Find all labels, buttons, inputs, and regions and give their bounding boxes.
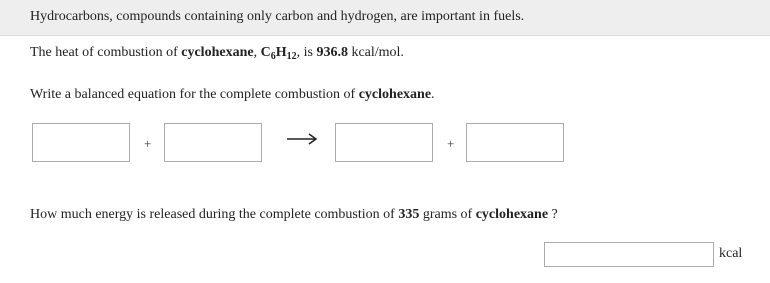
- heat-mid: , is: [296, 45, 317, 60]
- question-mid: grams of: [419, 207, 476, 222]
- product-2-input[interactable]: [466, 123, 564, 162]
- formula-hydrogen: H: [275, 45, 287, 60]
- question-suffix: ?: [548, 207, 558, 222]
- compound-name: cyclohexane: [475, 207, 549, 222]
- heat-value: 936.8: [316, 45, 348, 60]
- formula-carbon: C: [260, 45, 271, 60]
- question-prefix: How much energy is released during the complete combustion of: [30, 207, 399, 222]
- right-arrow-icon: [285, 132, 319, 146]
- comma: ,: [253, 45, 261, 60]
- plus-sign-products: +: [447, 136, 455, 151]
- heat-unit: kcal/mol.: [347, 45, 404, 60]
- product-1-input[interactable]: [335, 123, 433, 162]
- plus-sign-reactants: +: [144, 136, 152, 151]
- intro-banner: [0, 0, 770, 36]
- reactant-2-input[interactable]: [164, 123, 262, 162]
- compound-name: cyclohexane: [358, 87, 432, 102]
- compound-name: cyclohexane: [181, 45, 254, 60]
- energy-answer-input[interactable]: [544, 242, 714, 267]
- equation-prompt-prefix: Write a balanced equation for the complete combustion of: [30, 87, 359, 102]
- energy-question: [30, 206, 558, 224]
- equation-prompt: [30, 86, 435, 104]
- heat-statement: [30, 44, 404, 62]
- equation-prompt-suffix: .: [431, 87, 435, 102]
- energy-unit-label: kcal: [719, 246, 743, 261]
- formula-hydrogen-subscript: 12: [286, 51, 297, 62]
- reactant-1-input[interactable]: [32, 123, 130, 162]
- chemical-formula: [261, 45, 297, 60]
- mass-value: 335: [398, 207, 420, 222]
- heat-prefix: The heat of combustion of: [30, 45, 182, 60]
- formula-carbon-subscript: 6: [270, 51, 276, 62]
- intro-text: Hydrocarbons, compounds containing only carbon and hydrogen, are important in fuels.: [30, 9, 525, 24]
